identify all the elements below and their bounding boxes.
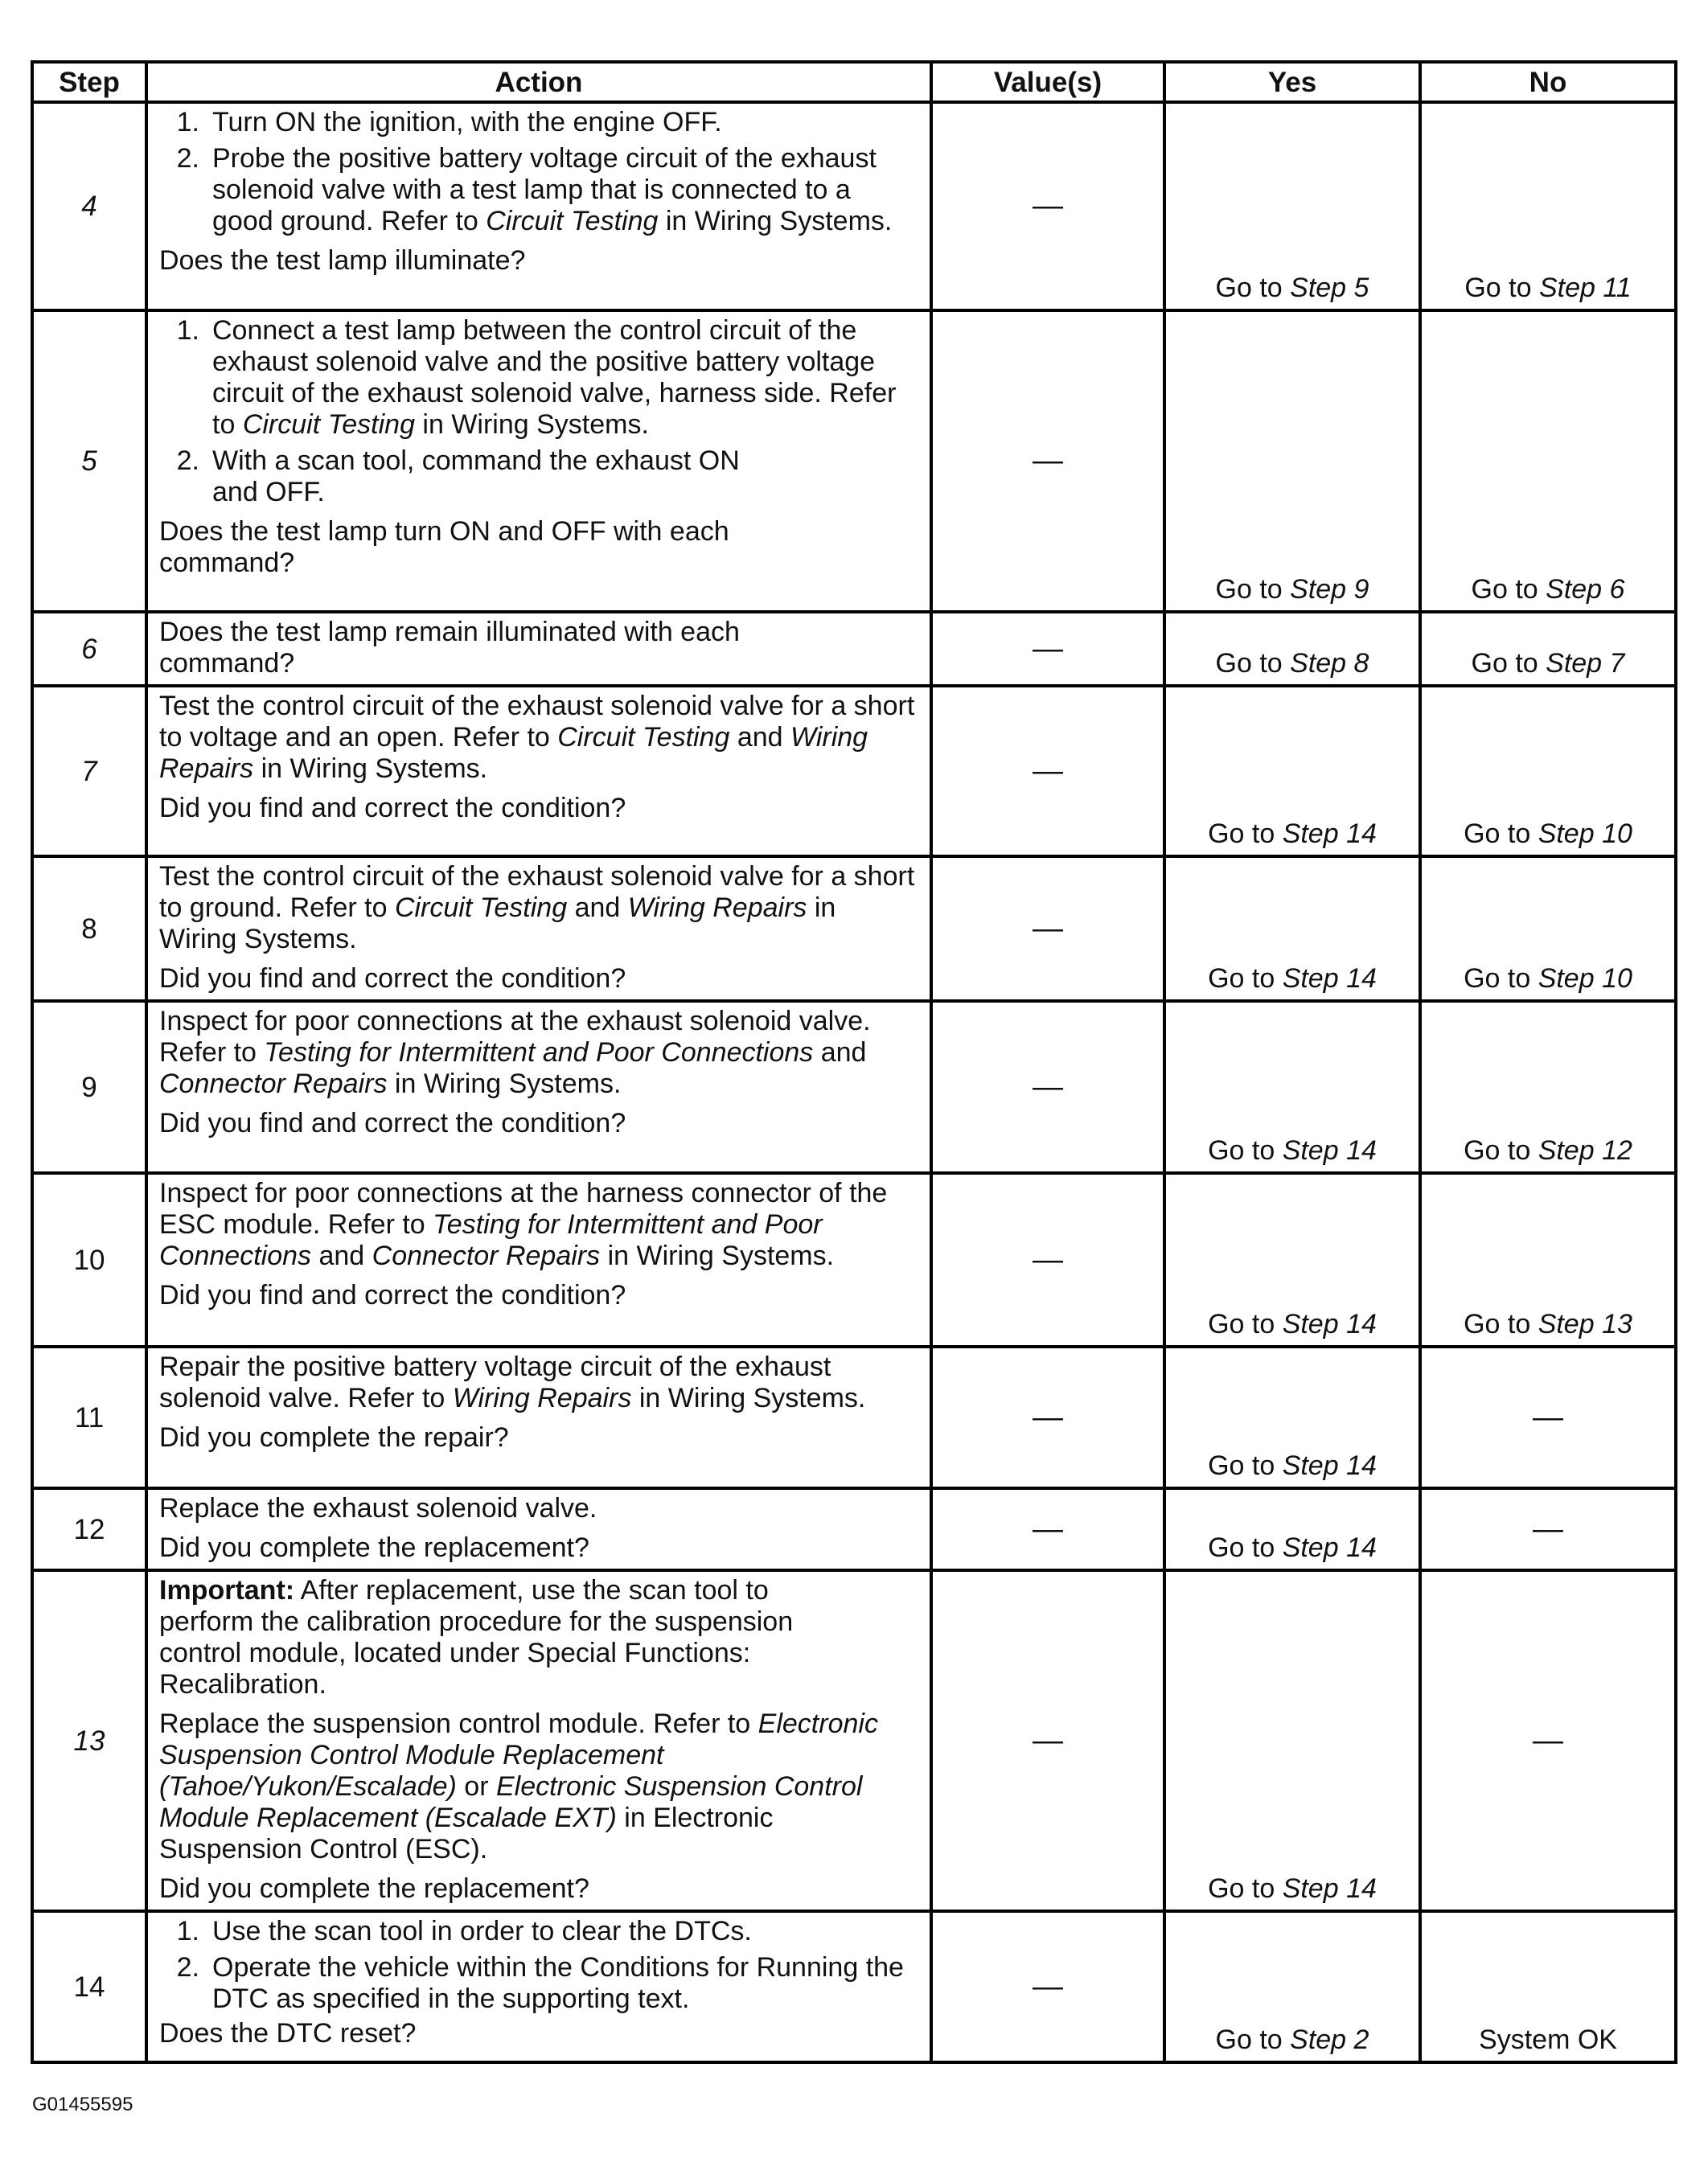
table-row [32, 856, 1676, 1001]
action-cell [146, 310, 931, 612]
action-cell [146, 1488, 931, 1570]
yes-cell: Go to Step 14 [1164, 1488, 1420, 1570]
no-cell: Go to Step 6 [1420, 310, 1676, 612]
value-cell: — [931, 1570, 1164, 1911]
yes-cell: Go to Step 14 [1164, 1173, 1420, 1347]
list-number: 1. [176, 1916, 199, 1947]
important-label: Important: [159, 1575, 295, 1606]
action-cell [146, 1001, 931, 1173]
action-text: Test the control circuit of the exhaust solenoid valve for a short to ground. Refer to Circuit Testing and Wiring Repairs in Wiring Systems. [159, 861, 915, 954]
action-text: Replace the exhaust solenoid valve. [159, 1493, 597, 1524]
step-number: 7 [32, 686, 146, 856]
action-cell [146, 1911, 931, 2062]
no-cell: Go to Step 10 [1420, 686, 1676, 856]
value-cell: — [931, 1488, 1164, 1570]
list-item [159, 315, 918, 441]
action-cell [146, 102, 931, 310]
value-cell: — [931, 1347, 1164, 1488]
action-cell [146, 1347, 931, 1488]
yes-cell: Go to Step 5 [1164, 102, 1420, 310]
step-number: 12 [32, 1488, 146, 1570]
action-text: Replace the suspension control module. Refer to Electronic Suspension Control Module Replacement (Tahoe/Yukon/Escalade) or Electronic Suspension Control Module Replacement (Escalade EXT) in Electronic Suspension Control (ESC). [159, 1709, 878, 1864]
action-question: Did you complete the replacement? [159, 1532, 589, 1563]
no-cell: — [1420, 1570, 1676, 1911]
step-number: 11 [32, 1347, 146, 1488]
no-cell: Go to Step 12 [1420, 1001, 1676, 1173]
list-text: Use the scan tool in order to clear the DTCs. [212, 1916, 752, 1947]
header-no: No [1420, 62, 1676, 102]
step-number: 6 [32, 612, 146, 686]
table-row [32, 1911, 1676, 2062]
list-text: Turn ON the ignition, with the engine OFF. [212, 107, 722, 137]
action-cell [146, 686, 931, 856]
no-cell: Go to Step 10 [1420, 856, 1676, 1001]
list-item [159, 1916, 918, 1947]
table-row [32, 1001, 1676, 1173]
header-row [32, 62, 1676, 102]
list-item [159, 1952, 918, 2015]
value-cell: — [931, 1001, 1164, 1173]
table-row [32, 1173, 1676, 1347]
diagnostic-table-container [31, 60, 1674, 2064]
table-row [32, 612, 1676, 686]
important-note: Important: After replacement, use the scan tool to perform the calibration procedure for the suspension control module, located under Special Functions: Recalibration. [159, 1575, 794, 1700]
header-yes: Yes [1164, 62, 1420, 102]
no-cell: Go to Step 13 [1420, 1173, 1676, 1347]
value-cell: — [931, 612, 1164, 686]
step-number: 8 [32, 856, 146, 1001]
action-cell [146, 1173, 931, 1347]
value-cell: — [931, 310, 1164, 612]
step-number: 13 [32, 1570, 146, 1911]
action-cell [146, 612, 931, 686]
step-number: 10 [32, 1173, 146, 1347]
table-row [32, 102, 1676, 310]
no-cell: Go to Step 7 [1420, 612, 1676, 686]
table-row [32, 1347, 1676, 1488]
no-cell: Go to Step 11 [1420, 102, 1676, 310]
table-row [32, 686, 1676, 856]
action-question: Did you complete the repair? [159, 1422, 509, 1453]
figure-id: G01455595 [32, 2094, 133, 2115]
action-question: Did you find and correct the condition? [159, 1108, 626, 1138]
list-number: 1. [176, 107, 199, 137]
action-question: Does the test lamp remain illuminated with each command? [159, 617, 740, 679]
yes-cell: Go to Step 14 [1164, 1570, 1420, 1911]
yes-cell: Go to Step 14 [1164, 856, 1420, 1001]
step-number: 4 [32, 102, 146, 310]
action-text: Test the control circuit of the exhaust solenoid valve for a short to voltage and an open. Refer to Circuit Testing and Wiring Repairs in Wiring Systems. [159, 691, 915, 784]
list-number: 2. [176, 1952, 199, 1983]
action-question: Did you find and correct the condition? [159, 1280, 626, 1311]
yes-cell: Go to Step 14 [1164, 1347, 1420, 1488]
yes-cell: Go to Step 14 [1164, 1001, 1420, 1173]
list-item [159, 107, 918, 138]
table-row [32, 1570, 1676, 1911]
table-row [32, 1488, 1676, 1570]
list-text: Operate the vehicle within the Conditions for Running the DTC as specified in the supporting text. [212, 1952, 904, 2014]
action-cell [146, 856, 931, 1001]
list-number: 2. [176, 143, 199, 174]
list-number: 1. [176, 315, 199, 346]
table-row [32, 310, 1676, 612]
list-text: Connect a test lamp between the control circuit of the exhaust solenoid valve and the positive battery voltage circuit of the exhaust solenoid valve, harness side. Refer to Circuit Testing in Wiring Systems. [212, 315, 897, 440]
value-cell: — [931, 686, 1164, 856]
header-action: Action [146, 62, 931, 102]
header-step: Step [32, 62, 146, 102]
yes-cell: Go to Step 14 [1164, 686, 1420, 856]
list-item [159, 445, 918, 508]
step-number: 9 [32, 1001, 146, 1173]
step-number: 14 [32, 1911, 146, 2062]
list-number: 2. [176, 445, 199, 476]
step-number: 5 [32, 310, 146, 612]
action-question: Did you find and correct the condition? [159, 963, 626, 994]
value-cell: — [931, 856, 1164, 1001]
action-text: Inspect for poor connections at the exhaust solenoid valve. Refer to Testing for Intermittent and Poor Connections and Connector Repairs in Wiring Systems. [159, 1006, 871, 1099]
header-values: Value(s) [931, 62, 1164, 102]
value-cell: — [931, 1911, 1164, 2062]
value-cell: — [931, 102, 1164, 310]
action-question: Does the DTC reset? [159, 2018, 417, 2049]
value-cell: — [931, 1173, 1164, 1347]
action-question: Does the test lamp turn ON and OFF with each command? [159, 516, 729, 578]
action-text: Inspect for poor connections at the harness connector of the ESC module. Refer to Testing for Intermittent and Poor Connections and Connector Repairs in Wiring Systems. [159, 1178, 888, 1271]
yes-cell: Go to Step 9 [1164, 310, 1420, 612]
no-cell: — [1420, 1488, 1676, 1570]
action-question: Did you find and correct the condition? [159, 793, 626, 823]
yes-cell: Go to Step 2 [1164, 1911, 1420, 2062]
action-text: Repair the positive battery voltage circuit of the exhaust solenoid valve. Refer to Wiring Repairs in Wiring Systems. [159, 1352, 866, 1413]
diagnostic-table [31, 60, 1677, 2064]
no-cell: — [1420, 1347, 1676, 1488]
list-text: Probe the positive battery voltage circuit of the exhaust solenoid valve with a test lamp that is connected to a good ground. Refer to Circuit Testing in Wiring Systems. [212, 143, 893, 236]
list-item [159, 143, 918, 237]
yes-cell: Go to Step 8 [1164, 612, 1420, 686]
no-cell: System OK [1420, 1911, 1676, 2062]
action-question: Does the test lamp illuminate? [159, 245, 526, 276]
action-question: Did you complete the replacement? [159, 1873, 589, 1904]
list-text: With a scan tool, command the exhaust ON and OFF. [212, 445, 740, 507]
action-cell [146, 1570, 931, 1911]
